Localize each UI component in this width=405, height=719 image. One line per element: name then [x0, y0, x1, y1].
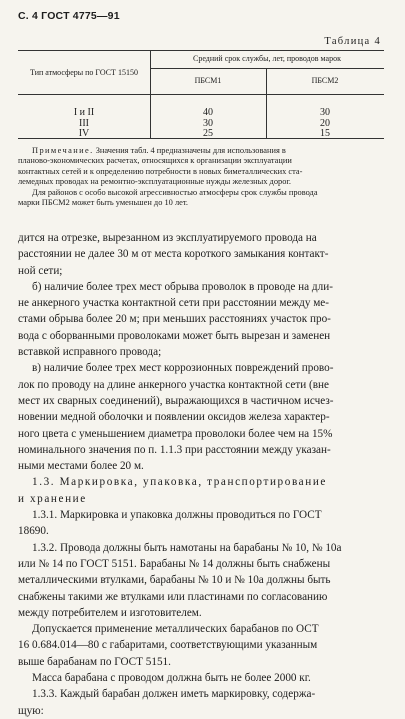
note-line: планово-экономических расчетах, относящихся к организации эксплуатации	[18, 156, 292, 166]
body-line: щую:	[18, 704, 44, 717]
col-header-atmosphere: Тип атмосферы по ГОСТ 15150	[30, 68, 138, 77]
body-line: расстоянии не далее 30 м от места короткого замыкания контакт-	[18, 248, 329, 261]
body-line: мест их сварных соединений), выражающихся в частичном исчез-	[18, 394, 334, 407]
note-line: контактных сетей и к определению потребности в новых биметаллических ста-	[18, 166, 303, 176]
table-cell-type: III	[79, 117, 89, 129]
table-rule-top	[18, 50, 384, 51]
page-header: С. 4 ГОСТ 4775—91	[18, 10, 120, 22]
body-line: ного цвета с уменьшением диаметра проволоки более чем на 15%	[18, 427, 333, 440]
body-line: снабжены такими же втулками или пластинами по согласованию	[18, 590, 328, 603]
note-line-text: Значения табл. 4 предназначены для использования в	[93, 146, 286, 155]
body-line: стами обрыва более 20 м; при меньших расстояниях участок про-	[18, 313, 331, 326]
note-label: Примечание.	[32, 146, 94, 155]
body-line: 16 0.684.014—80 с габаритами, соответствующими указанным	[18, 639, 318, 652]
body-line: новении медной оболочки и появлении оксидов железа характер-	[18, 411, 330, 424]
table-cell-pbsm2: 30	[320, 107, 330, 118]
body-line: вставкой исправного провода;	[18, 346, 162, 359]
table-cell-pbsm2: 20	[320, 117, 330, 129]
note-line: марки ПБСМ2 может быть уменьшен до 10 лет.	[18, 198, 188, 208]
body-line: 1.3.2. Провода должны быть намотаны на барабаны № 10, № 10а	[32, 541, 342, 554]
body-line: не анкерного участка контактной сети при расстоянии между ме-	[18, 297, 329, 310]
body-line: металлическими втулками, барабаны № 10 и № 10а должны быть	[18, 574, 331, 587]
body-text	[18, 230, 388, 719]
table-cell-pbsm1: 30	[203, 117, 213, 129]
service-life-table	[18, 50, 384, 138]
note-line	[18, 146, 386, 156]
body-line: б) наличие более трех мест обрыва проволок в проводе на дли-	[32, 280, 333, 293]
table-cell-type: IV	[78, 128, 90, 139]
table-rule-header	[18, 94, 384, 95]
table-cell-pbsm1: 25	[203, 128, 213, 139]
table-note	[18, 146, 386, 208]
body-line: Допускается применение металлических барабанов по ОСТ	[32, 623, 319, 636]
body-line: 1.3.3. Каждый барабан должен иметь маркировку, содержа-	[32, 688, 316, 701]
table-cell-pbsm1: 40	[203, 107, 213, 118]
body-line: выше барабанам по ГОСТ 5151.	[18, 655, 171, 668]
note-line: Для районов с особо высокой агрессивностью атмосферы срок службы провода	[32, 187, 318, 197]
table-rule-group	[150, 68, 384, 69]
body-line: между потребителем и изготовителем.	[18, 606, 202, 619]
table-caption: Таблица 4	[324, 36, 381, 47]
body-line: дится на отрезке, вырезанном из эксплуатируемого провода на	[18, 232, 317, 244]
section-heading: 1.3. Маркировка, упаковка, транспортирование	[32, 476, 327, 489]
col-header-group: Средний срок службы, лет, проводов марок	[193, 54, 341, 63]
table-cell-type: I и II	[73, 107, 95, 118]
body-line: номинального значения по п. 1.1.3 при расстоянии между указан-	[18, 443, 331, 456]
body-line: ной сети;	[18, 264, 63, 277]
body-line: ными местами более 20 м.	[18, 460, 144, 473]
body-line: вода с оборванными проволоками может быть вырезан и заменен	[18, 329, 331, 342]
col-header-pbsm2: ПБСМ2	[311, 76, 339, 85]
note-line: лемедных проводах на ремонтно-эксплуатационные нужды железных дорог.	[18, 177, 291, 187]
body-line: лок по проводу на длине анкерного участка контактной сети (вне	[18, 378, 329, 391]
body-line: 18690.	[18, 525, 49, 538]
col-header-pbsm1: ПБСМ1	[194, 76, 222, 85]
body-line: Масса барабана с проводом должна быть не более 2000 кг.	[32, 672, 311, 685]
body-line: 1.3.1. Маркировка и упаковка должны проводиться по ГОСТ	[32, 509, 322, 522]
body-line: в) наличие более трех мест коррозионных повреждений прово-	[32, 362, 334, 375]
section-heading-cont: и хранение	[18, 492, 87, 505]
body-line: или № 14 по ГОСТ 5151. Барабаны № 14 должны быть снабжены	[18, 557, 331, 570]
table-cell-pbsm2: 15	[320, 128, 330, 139]
